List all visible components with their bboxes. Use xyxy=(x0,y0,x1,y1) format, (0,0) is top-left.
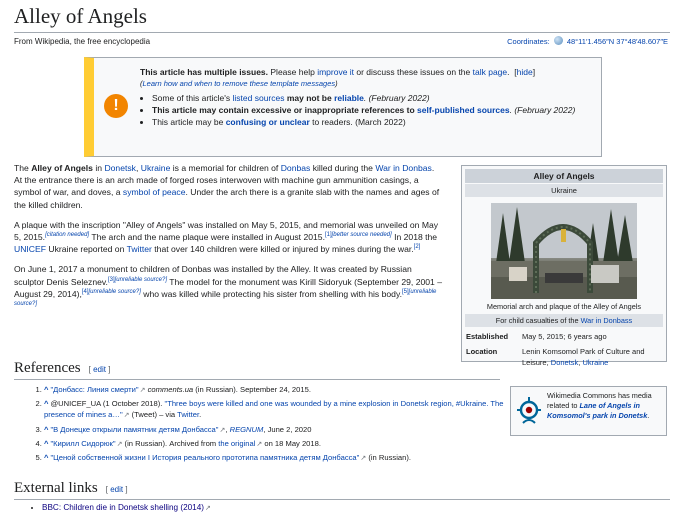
tweet-link[interactable]: "Three boys were killed and one was wounded by a mine explosion in Donetsk region, #Ukraine. The presence of mines a…" ↗ xyxy=(44,399,503,419)
warning-exclamation-icon: ! xyxy=(104,94,128,118)
text: killed during the xyxy=(310,163,376,173)
reference-link[interactable]: [1] xyxy=(324,232,332,239)
bracket: [ xyxy=(105,485,111,494)
issue-item xyxy=(152,104,595,116)
issue-text: to readers. (March 2022) xyxy=(309,117,406,127)
paragraph-1 xyxy=(14,162,442,211)
talk-page-link[interactable]: talk page xyxy=(472,67,508,77)
self-published-sources-link[interactable]: self-published sources xyxy=(417,105,510,115)
text: , xyxy=(578,358,583,367)
citation-needed-link[interactable]: [citation needed] xyxy=(45,232,90,239)
issues-heading: This article has multiple issues. xyxy=(140,67,269,77)
external-link-item xyxy=(42,503,211,512)
symbol-of-peace-link[interactable]: symbol of peace xyxy=(122,187,186,198)
issues-help-end: . xyxy=(507,67,510,77)
text: Lenin Komsomol Park of Culture and Leisure, xyxy=(522,347,645,367)
established-label: Established xyxy=(466,332,509,341)
reference-item xyxy=(44,398,514,421)
commons-text xyxy=(547,391,662,421)
ukraine-link[interactable]: Ukraine xyxy=(582,358,609,367)
article-subject-bold: Alley of Angels xyxy=(31,163,93,173)
text: (in Russian). September 24, 2015. xyxy=(193,385,311,394)
coordinates-value-link[interactable]: 48°11′1.456″N 37°48′48.607″E xyxy=(566,37,668,46)
article-body xyxy=(14,162,442,320)
issue-text-bold: This article may contain excessive or inappropriate references to xyxy=(152,105,418,115)
issue-text: This article may be xyxy=(152,117,226,127)
jump-up-link[interactable]: ^ xyxy=(44,399,49,409)
ukraine-link[interactable]: Ukraine xyxy=(140,163,171,173)
reference-title-link[interactable]: "Ценой собственной жизни I История реального прототипа памятника детям Донбасса" ↗ xyxy=(50,453,366,462)
listed-sources-link[interactable]: listed sources xyxy=(232,93,285,103)
text: on 18 May 2018. xyxy=(262,438,321,448)
jump-up-link[interactable]: ^ xyxy=(44,438,49,448)
issues-text: This article has multiple issues. Please help improve it or discuss these issues on the talk page. [hide] (Learn how and when to remove these template messages) • Some of this article's listed sources may not be reliable. (February 2022) • This article may contain excessive or inappropriate references to self-published sources. (February 2022) • This article may be confusing or unclear to readers. (March 2022) xyxy=(140,66,595,128)
war-in-donbass-link[interactable]: War in Donbass xyxy=(580,316,633,325)
issue-item xyxy=(152,92,595,104)
text: . Under the arch there is a granite slab with the names and ages of the killed children. xyxy=(14,187,440,210)
text: The model for the monument was Kirill Sidoryuk (September 29, 2001 – August 29, 2014), xyxy=(14,276,442,299)
text: (in Russian). xyxy=(366,453,411,463)
established-value: May 5, 2015; 6 years ago xyxy=(522,332,607,341)
text: (Tweet) – via xyxy=(129,410,178,420)
bracket: ] xyxy=(105,365,111,374)
text: . xyxy=(199,410,202,420)
issue-date: . (February 2022) xyxy=(509,105,576,115)
bracket: [ xyxy=(88,365,94,374)
text: The arch and the name plaque were installed in August 2015. xyxy=(89,232,325,243)
heading-text: References xyxy=(14,360,81,376)
hide-link[interactable]: hide xyxy=(516,67,533,77)
improve-it-link[interactable]: improve it xyxy=(317,67,355,77)
paragraph-3 xyxy=(14,263,442,312)
issue-item xyxy=(152,116,595,128)
coordinates-label-link[interactable]: Coordinates: xyxy=(507,37,550,46)
regnum-link[interactable]: REGNUM xyxy=(229,424,264,434)
reference-link[interactable]: [5] xyxy=(402,288,409,295)
unreliable-source-link[interactable]: [unreliable source?] xyxy=(114,276,167,283)
issue-date: . (February 2022) xyxy=(363,93,430,103)
infobox-row-established xyxy=(466,331,662,342)
hide-control: [hide] xyxy=(511,67,536,77)
external-links-list xyxy=(30,503,211,512)
issues-help-text: Please help xyxy=(268,67,318,77)
text: The xyxy=(14,163,32,173)
reference-item xyxy=(44,438,514,450)
reference-item xyxy=(44,424,514,436)
reference-item xyxy=(44,384,514,396)
external-links-heading xyxy=(14,480,128,497)
unreliable-source-link[interactable]: [unreliable source?] xyxy=(88,288,141,295)
bbc-external-link[interactable]: BBC: Children die in Donetsk shelling (2014) ↗ xyxy=(42,503,211,512)
bracket: ] xyxy=(123,485,128,494)
jump-up-link[interactable]: ^ xyxy=(44,453,49,463)
twitter-link[interactable]: Twitter xyxy=(126,244,152,255)
text: A plaque with the inscription "Alley of Angels" was installed on May 5, 2015, and memorial was unveiled on May 5, 2015. xyxy=(14,219,439,243)
issues-help-text-2: or discuss these issues on the xyxy=(354,67,473,77)
references-heading xyxy=(14,360,110,377)
text: Wikimedia Commons has media related to xyxy=(547,391,652,410)
commons-box xyxy=(510,386,667,436)
confusing-link[interactable]: confusing or unclear xyxy=(225,117,310,127)
reference-item xyxy=(44,452,514,464)
text: . xyxy=(647,411,650,420)
infobox-note xyxy=(465,314,663,327)
reference-link[interactable]: [3] xyxy=(107,276,115,283)
text: (in Russian). Archived from xyxy=(122,438,219,448)
text: On June 1, 2017 a monument to children of Donbas was installed by the Alley. It was created by Russian sculptor Denis Seleznev. xyxy=(14,264,412,287)
text: @UNICEF_UA (1 October 2018). xyxy=(50,399,165,409)
text: . At the entrance there is an arch made of forged roses interwoven with machine gun ammunition casings, a symbol of war, and doves, a xyxy=(14,163,435,198)
donetsk-link[interactable]: Donetsk xyxy=(550,358,579,367)
learn-how-link[interactable]: Learn how and when to remove these template messages xyxy=(142,79,336,88)
multiple-issues-box xyxy=(84,57,602,157)
reference-title-link[interactable]: "В Донецке открыли памятник детям Донбасса" ↗ xyxy=(50,425,225,434)
memorial-photo[interactable] xyxy=(491,203,637,299)
unreliable-source-link[interactable]: [unreliable source?] xyxy=(14,288,437,308)
page-title: Alley of Angels xyxy=(14,4,147,28)
war-in-donbas-link[interactable]: War in Donbas xyxy=(375,163,432,173)
jump-up-link[interactable]: ^ xyxy=(44,424,49,434)
heading-text: External links xyxy=(14,480,98,496)
section-divider xyxy=(14,379,500,380)
infobox-subtitle: Ukraine xyxy=(465,184,663,197)
reliable-link[interactable]: reliable xyxy=(334,93,364,103)
reference-link[interactable]: [4] xyxy=(81,288,89,295)
title-divider xyxy=(14,32,670,33)
donetsk-link[interactable]: Donetsk xyxy=(104,163,136,173)
text: Ukraine reported on xyxy=(46,244,127,255)
paragraph-2 xyxy=(14,219,442,256)
text: , June 2, 2020 xyxy=(263,424,312,434)
text: is a memorial for children of xyxy=(170,163,281,173)
text: For child casualties of the xyxy=(495,316,581,325)
twitter-link[interactable]: Twitter xyxy=(177,410,200,420)
globe-icon[interactable] xyxy=(554,36,563,45)
location-label: Location xyxy=(466,347,498,356)
wikimedia-commons-icon xyxy=(517,397,541,427)
text: , xyxy=(225,424,230,434)
infobox-title: Alley of Angels xyxy=(465,169,663,183)
tagline: From Wikipedia, the free encyclopedia xyxy=(14,37,151,46)
edit-section xyxy=(89,365,111,374)
infobox-row-location xyxy=(466,346,662,368)
better-source-link[interactable]: [better source needed] xyxy=(331,232,392,239)
issue-text: Some of this article's xyxy=(152,93,233,103)
text: in xyxy=(92,163,105,173)
jump-up-link[interactable]: ^ xyxy=(44,385,49,394)
text: In 2018 the xyxy=(391,232,438,243)
unicef-link[interactable]: UNICEF xyxy=(14,244,46,255)
edit-references-link[interactable]: edit xyxy=(93,365,106,374)
edit-external-links-link[interactable]: edit xyxy=(110,485,124,494)
infobox xyxy=(461,165,667,367)
location-value xyxy=(522,346,662,368)
issue-text-bold: may not be xyxy=(284,93,335,103)
reference-title-link[interactable]: "Кирилл Сидорюк" ↗ xyxy=(50,439,122,448)
reference-title-link[interactable]: "Донбасс: Линия смерти" ↗ xyxy=(50,385,145,394)
infobox-caption: Memorial arch and plaque of the Alley of Angels xyxy=(486,302,642,311)
edit-section xyxy=(106,485,128,494)
section-divider xyxy=(14,499,670,500)
memorial-arch-illustration xyxy=(491,203,637,299)
donbas-link[interactable]: Donbas xyxy=(280,163,311,173)
reference-link[interactable]: [2] xyxy=(413,244,421,251)
commons-category-link[interactable]: Lane of Angels in Komsomol's park in Donetsk xyxy=(547,401,648,420)
text: that over 140 children were killed or injured by mines during the war. xyxy=(151,244,414,255)
publisher: comments.ua xyxy=(145,385,194,394)
original-link[interactable]: the original ↗ xyxy=(218,439,262,448)
text: who was killed while protecting his sister from shelling with his body. xyxy=(140,288,402,299)
references-list xyxy=(30,384,514,466)
text: , xyxy=(135,163,141,173)
coordinates xyxy=(507,36,668,46)
issues-list xyxy=(140,92,595,128)
